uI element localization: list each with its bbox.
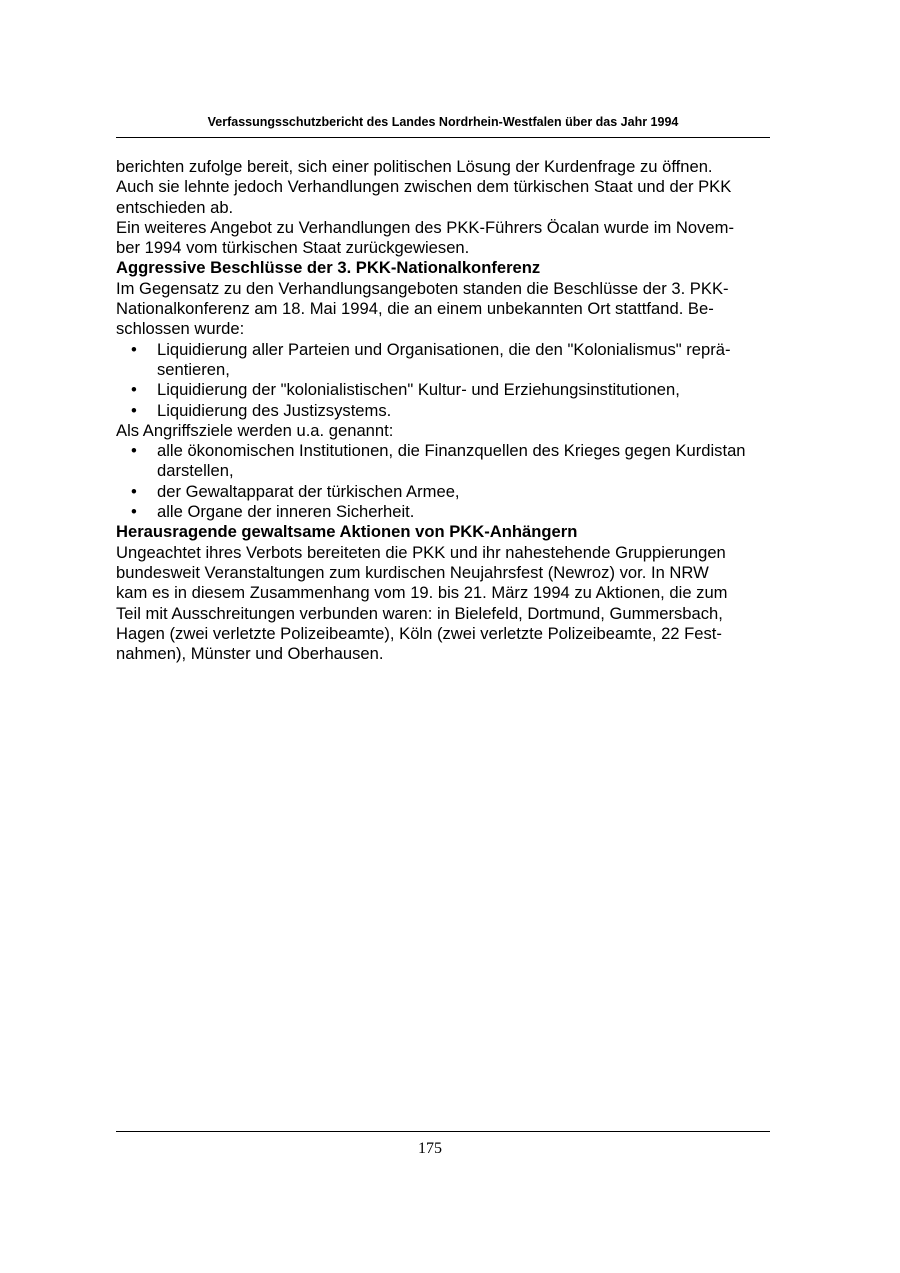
section-heading-beschluesse: Aggressive Beschlüsse der 3. PKK-Nationalkonferenz: [116, 258, 541, 278]
bullet-icon: •: [131, 339, 137, 359]
paragraph-line: Nationalkonferenz am 18. Mai 1994, die an einem unbekannten Ort stattfand. Be-: [116, 299, 714, 319]
page-header: Verfassungsschutzbericht des Landes Nordrhein-Westfalen über das Jahr 1994: [207, 115, 679, 129]
list-item-text: alle ökonomischen Institutionen, die Finanzquellen des Krieges gegen Kurdistan: [157, 441, 746, 461]
list-item-text: der Gewaltapparat der türkischen Armee,: [157, 481, 460, 501]
footer-divider: [116, 1131, 770, 1132]
paragraph-line: Hagen (zwei verletzte Polizeibeamte), Köln (zwei verletzte Polizeibeamte, 22 Fest-: [116, 623, 722, 643]
bullet-icon: •: [131, 481, 137, 501]
list-item: [116, 401, 796, 421]
list-item: [116, 340, 796, 360]
paragraph-line: Als Angriffsziele werden u.a. genannt:: [116, 420, 394, 440]
paragraph-line: schlossen wurde:: [116, 319, 245, 339]
section-heading-aktionen: Herausragende gewaltsame Aktionen von PKK-Anhängern: [116, 522, 578, 542]
bullet-icon: •: [131, 502, 137, 522]
paragraph-line: Teil mit Ausschreitungen verbunden waren: in Bielefeld, Dortmund, Gummersbach,: [116, 603, 723, 623]
list-item-text: Liquidierung der "kolonialistischen" Kultur- und Erziehungsinstitutionen,: [157, 380, 680, 400]
list-item: [116, 380, 796, 400]
paragraph-line: Ungeachtet ihres Verbots bereiteten die PKK und ihr nahestehende Gruppierungen: [116, 542, 726, 562]
list-item-text: Liquidierung des Justizsystems.: [157, 400, 392, 420]
paragraph-line: kam es in diesem Zusammenhang vom 19. bis 21. März 1994 zu Aktionen, die zum: [116, 583, 728, 603]
paragraph-line: Im Gegensatz zu den Verhandlungsangeboten standen die Beschlüsse der 3. PKK-: [116, 278, 729, 298]
bullet-icon: •: [131, 400, 137, 420]
list-item-continuation: darstellen,: [157, 461, 234, 481]
paragraph-line: ber 1994 vom türkischen Staat zurückgewiesen.: [116, 238, 470, 258]
list-item-text: Liquidierung aller Parteien und Organisationen, die den "Kolonialismus" reprä-: [157, 339, 731, 359]
bullet-icon: •: [131, 380, 137, 400]
list-item: [116, 482, 796, 502]
header-divider: [116, 137, 770, 138]
bullet-list-angriffsziele: [116, 441, 796, 522]
list-item-text: alle Organe der inneren Sicherheit.: [157, 502, 415, 522]
bullet-list-beschluesse: [116, 340, 796, 421]
document-body: [116, 157, 796, 664]
paragraph-line: entschieden ab.: [116, 197, 234, 217]
page-number: 175: [418, 1140, 442, 1157]
bullet-icon: •: [131, 441, 137, 461]
list-item: [116, 502, 796, 522]
list-item-continuation: sentieren,: [157, 359, 230, 379]
paragraph-line: nahmen), Münster und Oberhausen.: [116, 644, 384, 664]
list-item: [116, 441, 796, 461]
paragraph-line: Ein weiteres Angebot zu Verhandlungen des PKK-Führers Öcalan wurde im Novem-: [116, 217, 734, 237]
paragraph-line: bundesweit Veranstaltungen zum kurdischen Neujahrsfest (Newroz) vor. In NRW: [116, 562, 709, 582]
paragraph-line: berichten zufolge bereit, sich einer politischen Lösung der Kurdenfrage zu öffnen.: [116, 157, 713, 176]
paragraph-line: Auch sie lehnte jedoch Verhandlungen zwischen dem türkischen Staat und der PKK: [116, 177, 732, 197]
